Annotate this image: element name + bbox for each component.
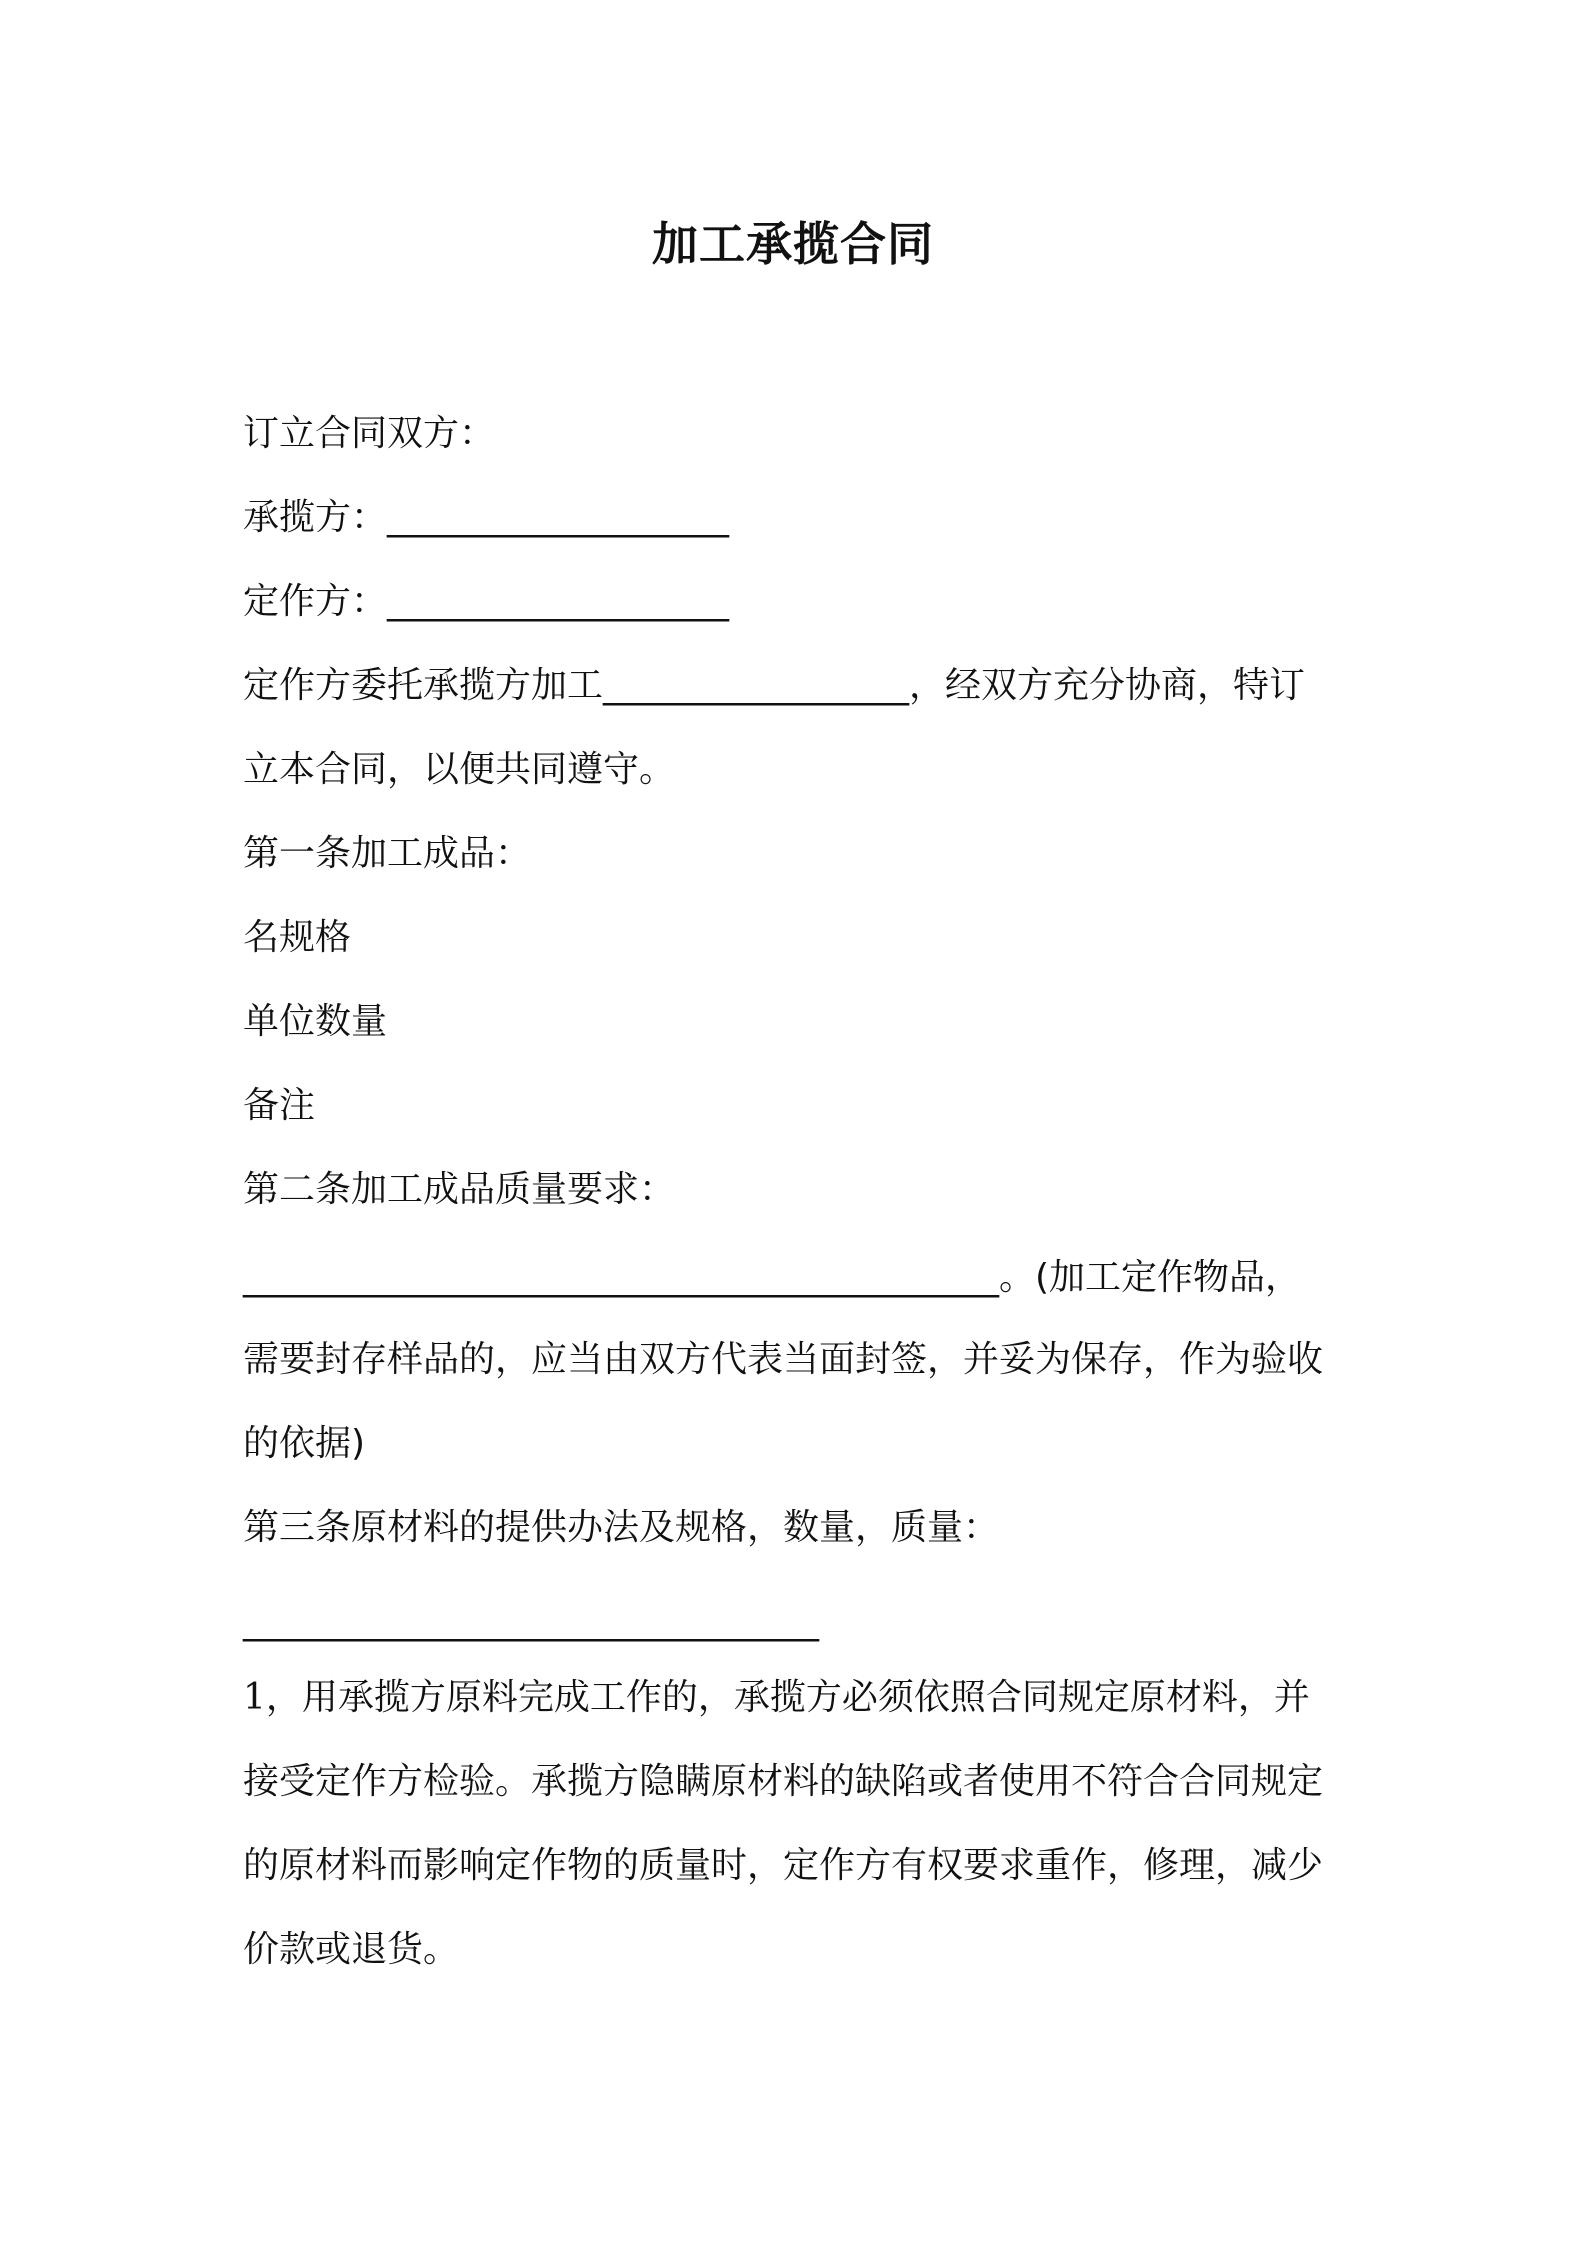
clause-number: 1 bbox=[243, 1677, 266, 1718]
contractor-line: 承揽方：___________________ bbox=[243, 497, 730, 538]
article-1-unit-qty: 单位数量 bbox=[243, 1001, 388, 1042]
ordering-party-line: 定作方：___________________ bbox=[243, 581, 730, 622]
preamble-line-1: 定作方委托承揽方加工_________________，经双方充分协商，特订 bbox=[243, 665, 1306, 706]
article-3-clause-1-line-3: 的原材料而影响定作物的质量时，定作方有权要求重作，修理，减少 bbox=[243, 1845, 1324, 1886]
preamble-line-2: 立本合同，以便共同遵守。 bbox=[243, 749, 676, 790]
article-2-line-2: 需要封存样品的，应当由双方代表当面封签，并妥为保存，作为验收 bbox=[243, 1339, 1324, 1380]
article-3-clause-1-line-4: 价款或退货。 bbox=[243, 1929, 460, 1970]
article-1-remarks: 备注 bbox=[243, 1085, 316, 1126]
article-2-heading: 第二条加工成品质量要求： bbox=[243, 1169, 676, 1210]
article-2-line-1: __________________________________________。(加工定作物品， bbox=[243, 1257, 1302, 1298]
article-3-blank: ________________________________ bbox=[243, 1601, 819, 1642]
article-3-heading: 第三条原材料的提供办法及规格，数量，质量： bbox=[243, 1507, 1000, 1548]
document-title: 加工承揽合同 bbox=[652, 217, 934, 271]
article-1-name-spec: 名规格 bbox=[243, 917, 352, 958]
article-2-line-3: 的依据) bbox=[243, 1423, 366, 1464]
article-3-clause-1-line-1 bbox=[243, 1672, 1310, 1724]
clause-1-text: ，用承揽方原料完成工作的，承揽方必须依照合同规定原材料，并 bbox=[265, 1677, 1310, 1718]
parties-heading: 订立合同双方： bbox=[243, 413, 496, 454]
article-3-clause-1-line-2: 接受定作方检验。承揽方隐瞒原材料的缺陷或者使用不符合合同规定 bbox=[243, 1761, 1324, 1802]
article-1-heading: 第一条加工成品： bbox=[243, 833, 532, 874]
